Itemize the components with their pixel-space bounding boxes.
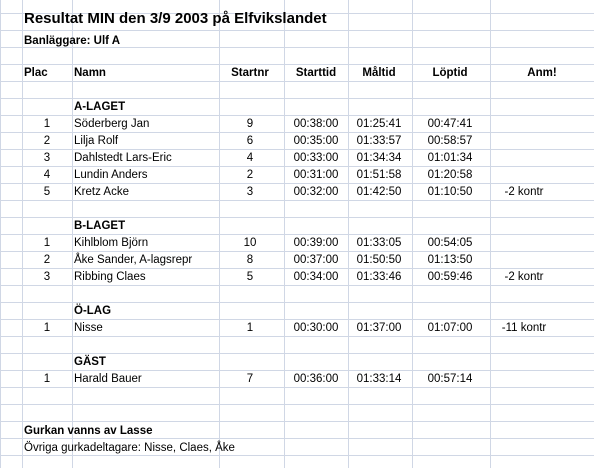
- cell-namn[interactable]: Dahlstedt Lars-Eric: [74, 152, 172, 164]
- cell-anm[interactable]: [493, 167, 555, 184]
- cell-maltid[interactable]: 01:25:41: [356, 118, 402, 130]
- cell-namn[interactable]: Åke Sander, A-lagsrepr: [74, 254, 193, 266]
- cell-starttid[interactable]: 00:38:00: [293, 118, 339, 130]
- gurka-participants[interactable]: Övriga gurkadeltagare: Nisse, Claes, Åke: [24, 442, 235, 454]
- column-header[interactable]: Starttid: [295, 67, 337, 79]
- cell-plac[interactable]: 2: [43, 254, 51, 266]
- cell-anm[interactable]: -2 kontr: [504, 186, 544, 198]
- cell-namn[interactable]: Harald Bauer: [74, 373, 142, 385]
- cell-startnr[interactable]: 9: [246, 118, 254, 130]
- cell-startnr[interactable]: 1: [246, 322, 254, 334]
- gurkan-winner[interactable]: Gurkan vanns av Lasse: [24, 425, 153, 437]
- cell-namn[interactable]: Kretz Acke: [74, 186, 129, 198]
- cell-loptid[interactable]: 00:47:41: [427, 118, 473, 130]
- cell-plac[interactable]: 4: [43, 169, 51, 181]
- cell-startnr[interactable]: 8: [246, 254, 254, 266]
- cell-loptid[interactable]: 01:20:58: [427, 169, 473, 181]
- cell-plac[interactable]: 3: [43, 271, 51, 283]
- cell-startnr[interactable]: 5: [246, 271, 254, 283]
- cell-loptid[interactable]: 00:54:05: [427, 237, 473, 249]
- cell-plac[interactable]: 5: [43, 186, 51, 198]
- group-title[interactable]: Ö-LAG: [74, 305, 112, 317]
- sheet-title[interactable]: Resultat MIN den 3/9 2003 på Elfvikslandet: [24, 10, 327, 27]
- cell-namn[interactable]: Nisse: [74, 322, 103, 334]
- cell-anm[interactable]: -11 kontr: [501, 322, 547, 334]
- cell-starttid[interactable]: 00:39:00: [293, 237, 339, 249]
- cell-loptid[interactable]: 01:13:50: [427, 254, 473, 266]
- cell-maltid[interactable]: 01:50:50: [356, 254, 402, 266]
- cell-starttid[interactable]: 00:31:00: [293, 169, 339, 181]
- column-header[interactable]: Startnr: [231, 67, 269, 79]
- cell-startnr[interactable]: 6: [246, 135, 254, 147]
- cell-loptid[interactable]: 00:57:14: [427, 373, 473, 385]
- cell-maltid[interactable]: 01:42:50: [356, 186, 402, 198]
- cell-namn[interactable]: Kihlblom Björn: [74, 237, 149, 249]
- cell-maltid[interactable]: 01:37:00: [356, 322, 402, 334]
- group-title[interactable]: A-LAGET: [74, 101, 126, 113]
- grid-hline: [0, 30, 594, 31]
- cell-starttid[interactable]: 00:33:00: [293, 152, 339, 164]
- cell-loptid[interactable]: 00:58:57: [427, 135, 473, 147]
- cell-maltid[interactable]: 01:33:05: [356, 237, 402, 249]
- cell-starttid[interactable]: 00:35:00: [293, 135, 339, 147]
- cell-anm[interactable]: [493, 252, 555, 269]
- column-header[interactable]: Löptid: [432, 67, 468, 79]
- cell-namn[interactable]: Ribbing Claes: [74, 271, 146, 283]
- grid-hline: [0, 404, 594, 405]
- cell-starttid[interactable]: 00:37:00: [293, 254, 339, 266]
- cell-maltid[interactable]: 01:34:34: [356, 152, 402, 164]
- cell-plac[interactable]: 1: [43, 237, 51, 249]
- cell-startnr[interactable]: 4: [246, 152, 254, 164]
- cell-anm[interactable]: [493, 116, 555, 133]
- course-setter[interactable]: Banläggare: Ulf A: [24, 35, 121, 47]
- cell-anm[interactable]: -2 kontr: [504, 271, 544, 283]
- cell-loptid[interactable]: 01:01:34: [427, 152, 473, 164]
- cell-plac[interactable]: 3: [43, 152, 51, 164]
- cell-plac[interactable]: 1: [43, 373, 51, 385]
- cell-plac[interactable]: 2: [43, 135, 51, 147]
- column-header[interactable]: Måltid: [362, 67, 396, 79]
- cell-startnr[interactable]: 7: [246, 373, 254, 385]
- cell-loptid[interactable]: 01:07:00: [427, 322, 473, 334]
- cell-startnr[interactable]: 2: [246, 169, 254, 181]
- cell-starttid[interactable]: 00:34:00: [293, 271, 339, 283]
- cell-startnr[interactable]: 3: [246, 186, 254, 198]
- cell-plac[interactable]: 1: [43, 322, 51, 334]
- cell-anm[interactable]: [493, 235, 555, 252]
- group-title[interactable]: GÄST: [74, 356, 106, 368]
- group-title[interactable]: B-LAGET: [74, 220, 126, 232]
- cell-maltid[interactable]: 01:51:58: [356, 169, 402, 181]
- cell-startnr[interactable]: 10: [243, 237, 257, 249]
- cell-namn[interactable]: Söderberg Jan: [74, 118, 150, 130]
- cell-starttid[interactable]: 00:30:00: [293, 322, 339, 334]
- cell-namn[interactable]: Lilja Rolf: [74, 135, 119, 147]
- column-header[interactable]: Anm!: [527, 67, 557, 79]
- cell-anm[interactable]: [493, 150, 555, 167]
- cell-starttid[interactable]: 00:36:00: [293, 373, 339, 385]
- grid-hline: [0, 421, 594, 422]
- cell-namn[interactable]: Lundin Anders: [74, 169, 148, 181]
- cell-maltid[interactable]: 01:33:46: [356, 271, 402, 283]
- cell-loptid[interactable]: 00:59:46: [427, 271, 473, 283]
- cell-maltid[interactable]: 01:33:57: [356, 135, 402, 147]
- column-header[interactable]: Namn: [74, 67, 106, 79]
- cell-anm[interactable]: [493, 371, 555, 388]
- cell-loptid[interactable]: 01:10:50: [427, 186, 473, 198]
- cell-maltid[interactable]: 01:33:14: [356, 373, 402, 385]
- cell-starttid[interactable]: 00:32:00: [293, 186, 339, 198]
- column-header[interactable]: Plac: [24, 67, 48, 79]
- cell-plac[interactable]: 1: [43, 118, 51, 130]
- cell-anm[interactable]: [493, 133, 555, 150]
